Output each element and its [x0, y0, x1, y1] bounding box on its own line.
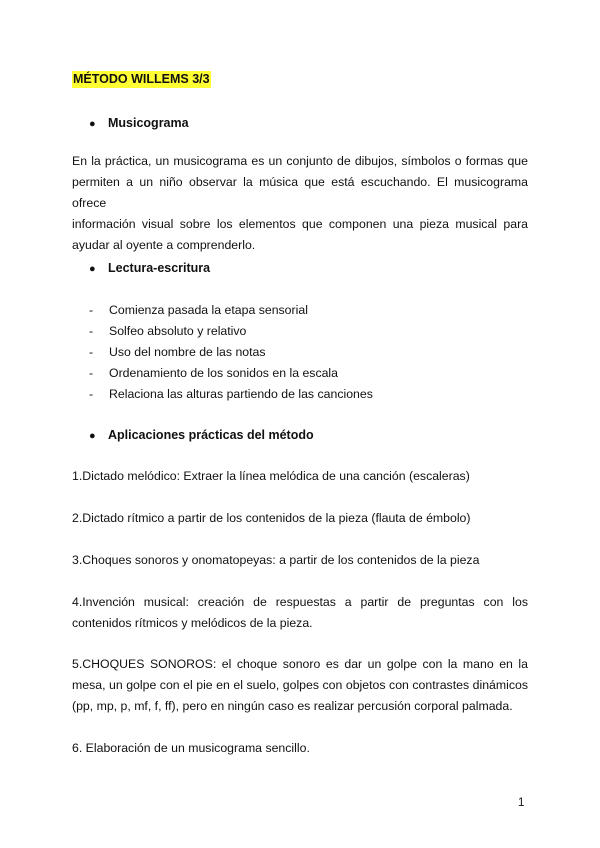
paragraph-line: (pp, mp, p, mf, f, ff), pero en ningún caso es realizar percusión corporal palmada. — [72, 699, 513, 713]
list-item: - Ordenamiento de los sonidos en la escala — [89, 366, 338, 380]
bullet-icon: ● — [89, 118, 96, 130]
paragraph-line: mesa, un golpe con el pie en el suelo, golpes con objetos con contrastes dinámicos — [72, 678, 528, 692]
aplicacion-2 — [72, 508, 528, 529]
paragraph-line: 4.Invención musical: creación de respuestas a partir de preguntas con los — [72, 595, 528, 609]
list-item-text: Comienza pasada la etapa sensorial — [109, 303, 308, 317]
heading-musicograma-label: Musicograma — [108, 116, 189, 130]
paragraph-line: información visual sobre los elementos que componen una pieza musical para — [72, 217, 528, 231]
heading-aplicaciones — [89, 427, 314, 445]
paragraph-line: ayudar al oyente a comprenderlo. — [72, 238, 256, 252]
paragraph-line: contenidos rítmicos y melódicos de la pieza. — [72, 616, 313, 630]
page-number: 1 — [518, 797, 525, 809]
aplicacion-1 — [72, 466, 528, 487]
list-item: - Comienza pasada la etapa sensorial — [89, 303, 308, 317]
paragraph-line: 3.Choques sonoros y onomatopeyas: a partir de los contenidos de la pieza — [72, 553, 480, 567]
paragraph-line: permiten a un niño observar la música que está escuchando. El musicograma ofrece — [72, 175, 528, 210]
paragraph-line: En la práctica, un musicograma es un conjunto de dibujos, símbolos o formas que — [72, 154, 528, 168]
heading-lectura-label: Lectura-escritura — [108, 261, 211, 275]
aplicacion-4 — [72, 592, 528, 634]
lectura-list — [89, 300, 373, 405]
heading-lectura-escritura — [89, 260, 210, 278]
paragraph-line: 2.Dictado rítmico a partir de los contenidos de la pieza (flauta de émbolo) — [72, 511, 471, 525]
paragraph-line: 5.CHOQUES SONOROS: el choque sonoro es dar un golpe con la mano en la — [72, 657, 528, 671]
aplicacion-3 — [72, 550, 528, 571]
heading-aplicaciones-label: Aplicaciones prácticas del método — [108, 428, 314, 442]
list-item-text: Solfeo absoluto y relativo — [109, 324, 247, 338]
aplicacion-6 — [72, 738, 528, 759]
musicograma-paragraph — [72, 151, 528, 256]
list-item: - Relaciona las alturas partiendo de las canciones — [89, 387, 373, 401]
list-item-text: Relaciona las alturas partiendo de las canciones — [109, 387, 373, 401]
bullet-icon: ● — [89, 263, 96, 275]
paragraph-line: 1.Dictado melódico: Extraer la línea melódica de una canción (escaleras) — [72, 469, 470, 483]
bullet-icon: ● — [89, 430, 96, 442]
list-item-text: Uso del nombre de las notas — [109, 345, 266, 359]
paragraph-line: 6. Elaboración de un musicograma sencillo. — [72, 741, 310, 755]
list-item-text: Ordenamiento de los sonidos en la escala — [109, 366, 338, 380]
document-title: MÉTODO WILLEMS 3/3 — [73, 72, 210, 86]
list-item: - Uso del nombre de las notas — [89, 345, 266, 359]
list-item: - Solfeo absoluto y relativo — [89, 324, 247, 338]
aplicacion-5 — [72, 654, 528, 717]
heading-musicograma — [89, 115, 189, 133]
